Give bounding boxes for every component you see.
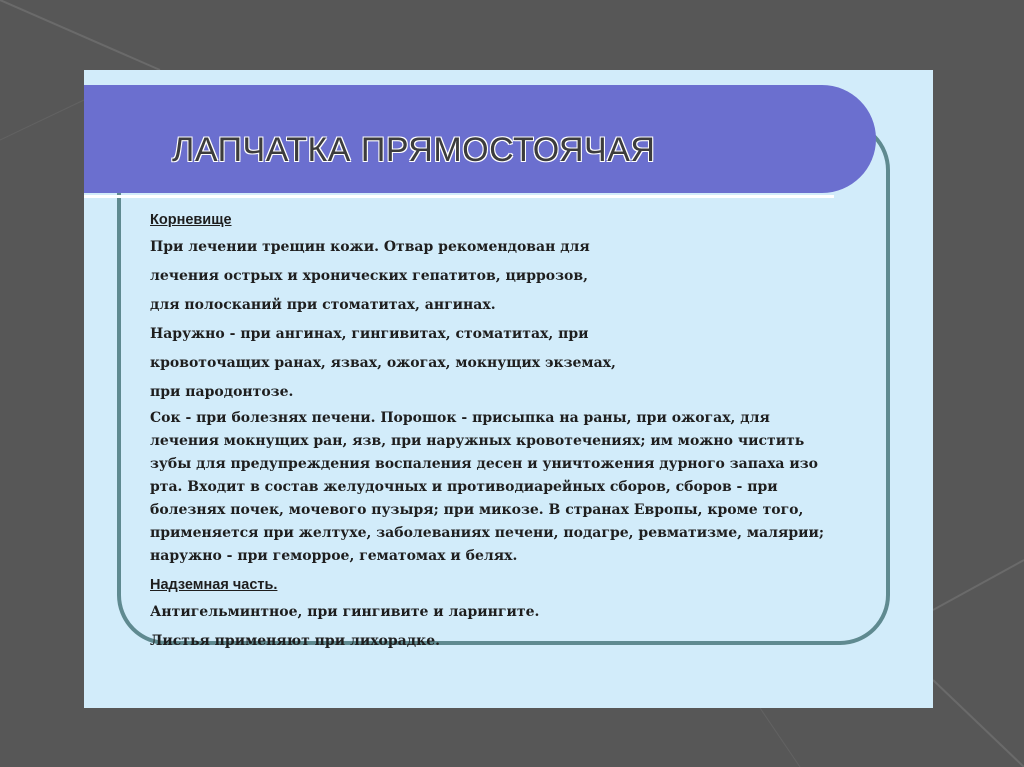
title-underline xyxy=(84,195,834,198)
text-line: применяется при желтухе, заболеваниях печени, подагре, ревматизме, малярии; xyxy=(150,525,825,541)
slide-body xyxy=(150,207,870,656)
text-line: болезнях почек, мочевого пузыря; при микозе. В странах Европы, кроме того, xyxy=(150,502,804,518)
section-heading-rhizome: Корневище xyxy=(150,212,232,228)
slide-title: ЛАПЧАТКА ПРЯМОСТОЯЧАЯ xyxy=(172,131,656,169)
text-line: Антигельминтное, при гингивите и ларингите. xyxy=(150,604,540,620)
text-line: кровоточащих ранах, язвах, ожогах, мокнущих экземах, xyxy=(150,355,616,371)
text-line: рта. Входит в состав желудочных и противодиарейных сборов, сборов - при xyxy=(150,479,778,495)
slide xyxy=(84,70,933,708)
text-line: наружно - при геморрое, гематомах и белях. xyxy=(150,548,518,564)
text-line: для полосканий при стоматитах, ангинах. xyxy=(150,297,496,313)
title-banner xyxy=(84,85,876,193)
text-line: зубы для предупреждения воспаления десен и уничтожения дурного запаха изо xyxy=(150,456,819,472)
text-line: лечения острых и хронических гепатитов, циррозов, xyxy=(150,268,588,284)
text-line: при пародонтозе. xyxy=(150,384,294,400)
text-line: Наружно - при ангинах, гингивитах, стоматитах, при xyxy=(150,326,589,342)
text-line: Сок - при болезнях печени. Порошок - присыпка на раны, при ожогах, для xyxy=(150,410,770,426)
section-heading-aerial: Надземная часть. xyxy=(150,577,278,593)
text-line: При лечении трещин кожи. Отвар рекомендован для xyxy=(150,239,590,255)
text-line: Листья применяют при лихорадке. xyxy=(150,633,440,649)
text-line: лечения мокнущих ран, язв, при наружных кровотечениях; им можно чистить xyxy=(150,433,805,449)
